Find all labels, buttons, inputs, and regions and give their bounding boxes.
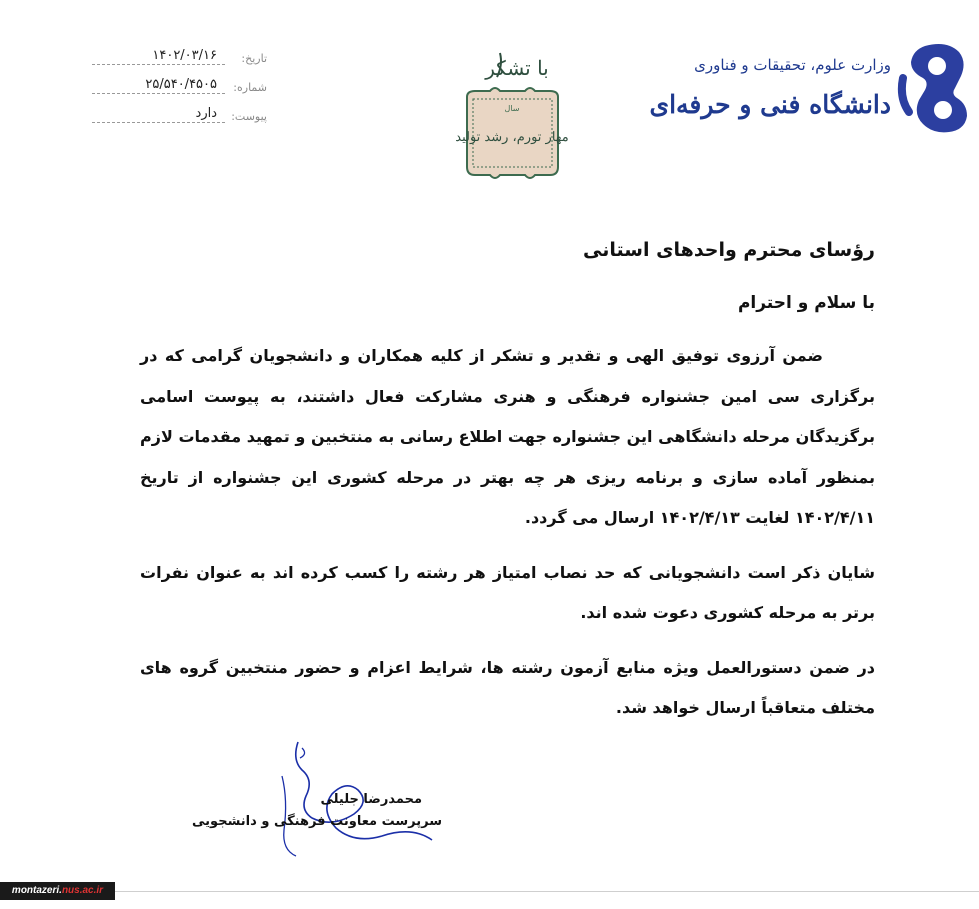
university-name: دانشگاه فنی و حرفه‌ای	[649, 90, 891, 119]
university-header	[649, 38, 975, 138]
number-row	[92, 65, 267, 94]
body-paragraph-1: ضمن آرزوی توفیق الهی و تقدیر و تشکر از کلیه همکاران و دانشجویان گرامی که در برگزاری سی امین جشنواره فرهنگی و هنری مشارکت فعال داشتند، به پیوست اسامی برگزیدگان مرحله دانشگاهی این جشنواره جهت اطلاع رسانی به منتخبین و تمهید مقدمات لازم بمنظور آماده سازی و برنامه ریزی هر چه بهتر در مرحله کشوری این جشنواره از تاریخ ۱۴۰۲/۴/۱۱ لغایت ۱۴۰۲/۴/۱۳ ارسال می گردد.	[140, 346, 875, 527]
year-motto-emblem	[445, 45, 580, 185]
signatory-title: سرپرست معاونت فرهنگی و دانشجویی	[192, 814, 442, 829]
footer-bar	[0, 882, 979, 900]
date-value: ۱۴۰۲/۰۳/۱۶	[152, 48, 217, 63]
letter-meta-block	[92, 36, 267, 123]
date-label: تاریخ:	[241, 52, 267, 65]
signature-block	[192, 740, 462, 860]
attachment-row	[92, 94, 267, 123]
footer-divider	[115, 891, 979, 892]
site-prefix: montazeri.	[11, 885, 62, 896]
university-logo-icon	[895, 38, 973, 134]
greeting-line: با سلام و احترام	[737, 293, 875, 313]
date-row	[92, 36, 267, 65]
attachment-line	[92, 106, 225, 123]
recipient-heading: رؤسای محترم واحدهای استانی	[583, 239, 875, 261]
number-label: شماره:	[233, 81, 267, 94]
emblem-year-text: سال	[504, 104, 520, 113]
site-domain: nus.ac.ir	[61, 885, 104, 896]
body-paragraph-2: شایان ذکر است دانشجویانی که حد نصاب امتیاز هر رشته را کسب کرده اند به عنوان نفرات برتر به مرحله کشوری دعوت شده اند.	[140, 562, 875, 622]
number-line	[92, 77, 225, 94]
date-line	[92, 48, 225, 65]
attachment-value: دارد	[195, 106, 217, 121]
emblem-motto-text: مهار تورم، رشد تولید	[455, 130, 569, 145]
number-value: ۲۵/۵۴۰/۴۵۰۵	[145, 77, 217, 92]
signatory-name: محمدرضا جلیلی	[320, 792, 422, 807]
ministry-name: وزارت علوم، تحقیقات و فناوری	[694, 56, 891, 74]
body-paragraph-3: در ضمن دستورالعمل ویژه منابع آزمون رشته ها، شرایط اعزام و حضور منتخبین گروه های مختلف متعاقباً ارسال خواهد شد.	[140, 657, 875, 717]
emblem-top-text: با تشکر	[485, 56, 549, 80]
site-watermark-tag[interactable]	[0, 882, 115, 900]
attachment-label: پیوست:	[231, 110, 267, 123]
letter-body	[140, 228, 875, 743]
